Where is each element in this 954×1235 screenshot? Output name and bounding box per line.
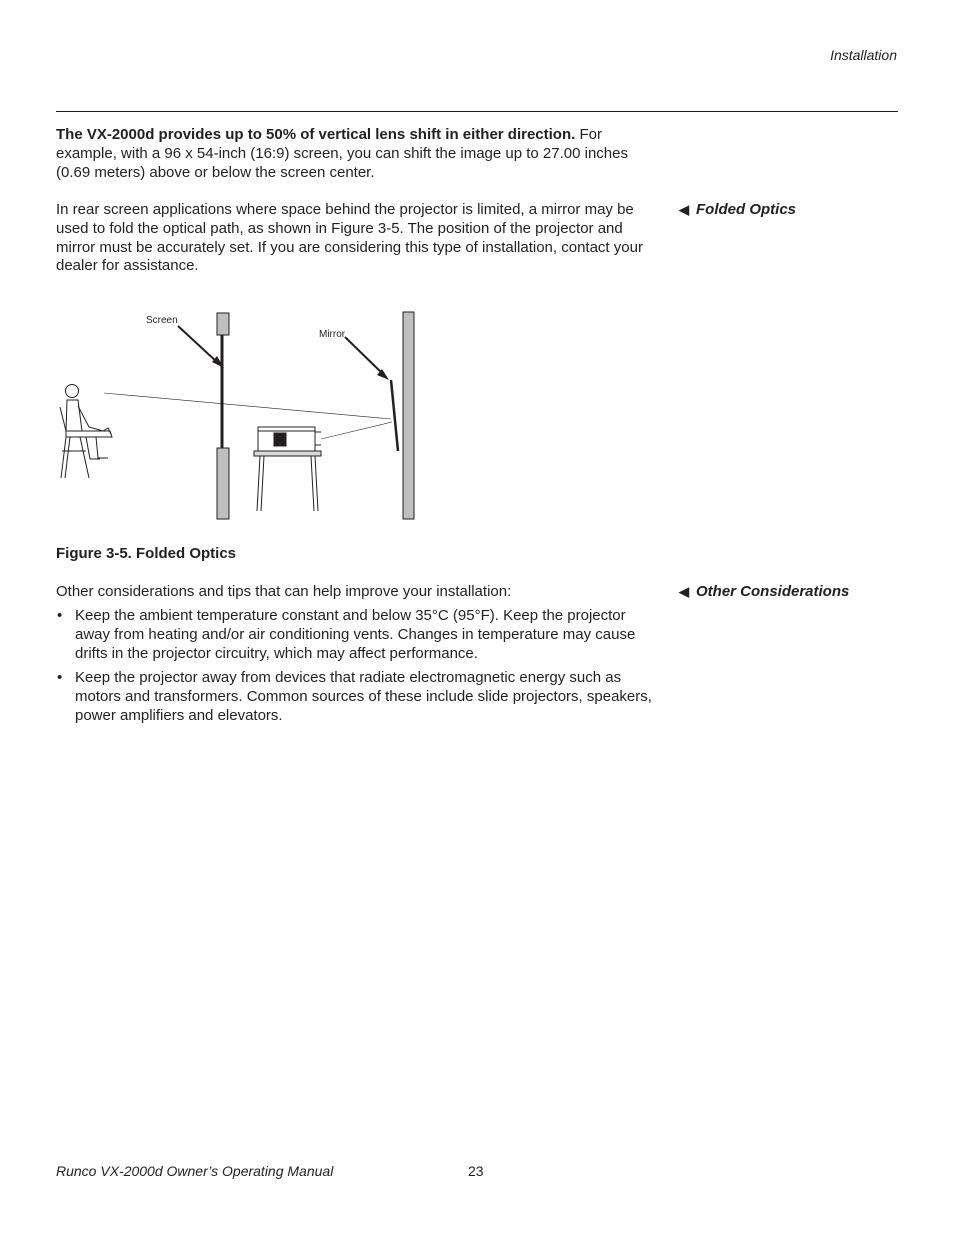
lens-shift-bold: The VX-2000d provides up to 50% of vertical lens shift in either direction. [56,126,576,143]
arrow-left-icon: ◀ [679,584,689,599]
other-considerations-heading-label: Other Considerations [696,583,850,600]
figure-caption: Figure 3-5. Folded Optics [56,545,237,562]
header-rule [56,111,898,112]
list-item-text: Keep the ambient temperature constant and below 35°C (95°F). Keep the projector away from heating and/or air conditioning vents. Changes in temperature may cause drifts in the projector circuitry, which may affect performance. [75,607,636,662]
projection-beam-from-projector [321,422,392,439]
screen-label: Screen [146,315,178,326]
footer-manual-title: Runco VX-2000d Owner’s Operating Manual [56,1163,334,1179]
running-header: Installation [830,47,897,63]
seated-viewer-illustration [60,385,112,479]
list-item [56,669,656,725]
back-wall [403,312,414,519]
projector-illustration [258,427,321,451]
other-considerations-intro: Other considerations and tips that can help improve your installation: [56,583,512,600]
folded-optics-paragraph: In rear screen applications where space behind the projector is limited, a mirror may be used to fold the optical path, as shown in Figure 3-5. The position of the projector and mirror must be accurately set. If you are considering this type of installation, contact your dealer for assistance. [56,201,643,275]
footer-page-number: 23 [468,1163,484,1179]
lens-shift-paragraph [56,126,656,182]
folded-optics-figure [56,306,426,522]
folded-optics-heading-label: Folded Optics [696,201,797,218]
screen-bottom-frame [217,448,229,519]
table-illustration [254,451,321,511]
list-item-text: Keep the projector away from devices that radiate electromagnetic energy such as motors and transformers. Common sources of these include slide projectors, speakers, power amplifiers and elevators. [75,669,652,724]
mirror-pointer [345,337,384,375]
considerations-list [56,607,656,732]
arrow-left-icon: ◀ [679,202,689,217]
folded-optics-heading [679,201,796,218]
lens-shift-text: For example, with a 96 x 54-inch (16:9) screen, you can shift the image up to 27.00 inches (0.69 meters) above or below the screen center. [56,126,628,181]
bullet-icon: • [57,669,63,687]
list-item [56,607,656,663]
screen-pointer [178,326,218,363]
bullet-icon: • [57,607,63,624]
screen-top-frame [217,313,229,335]
other-considerations-heading [679,583,849,600]
projection-beam-to-mirror [104,393,391,419]
mirror-label: Mirror [319,329,346,340]
mirror [391,380,398,451]
